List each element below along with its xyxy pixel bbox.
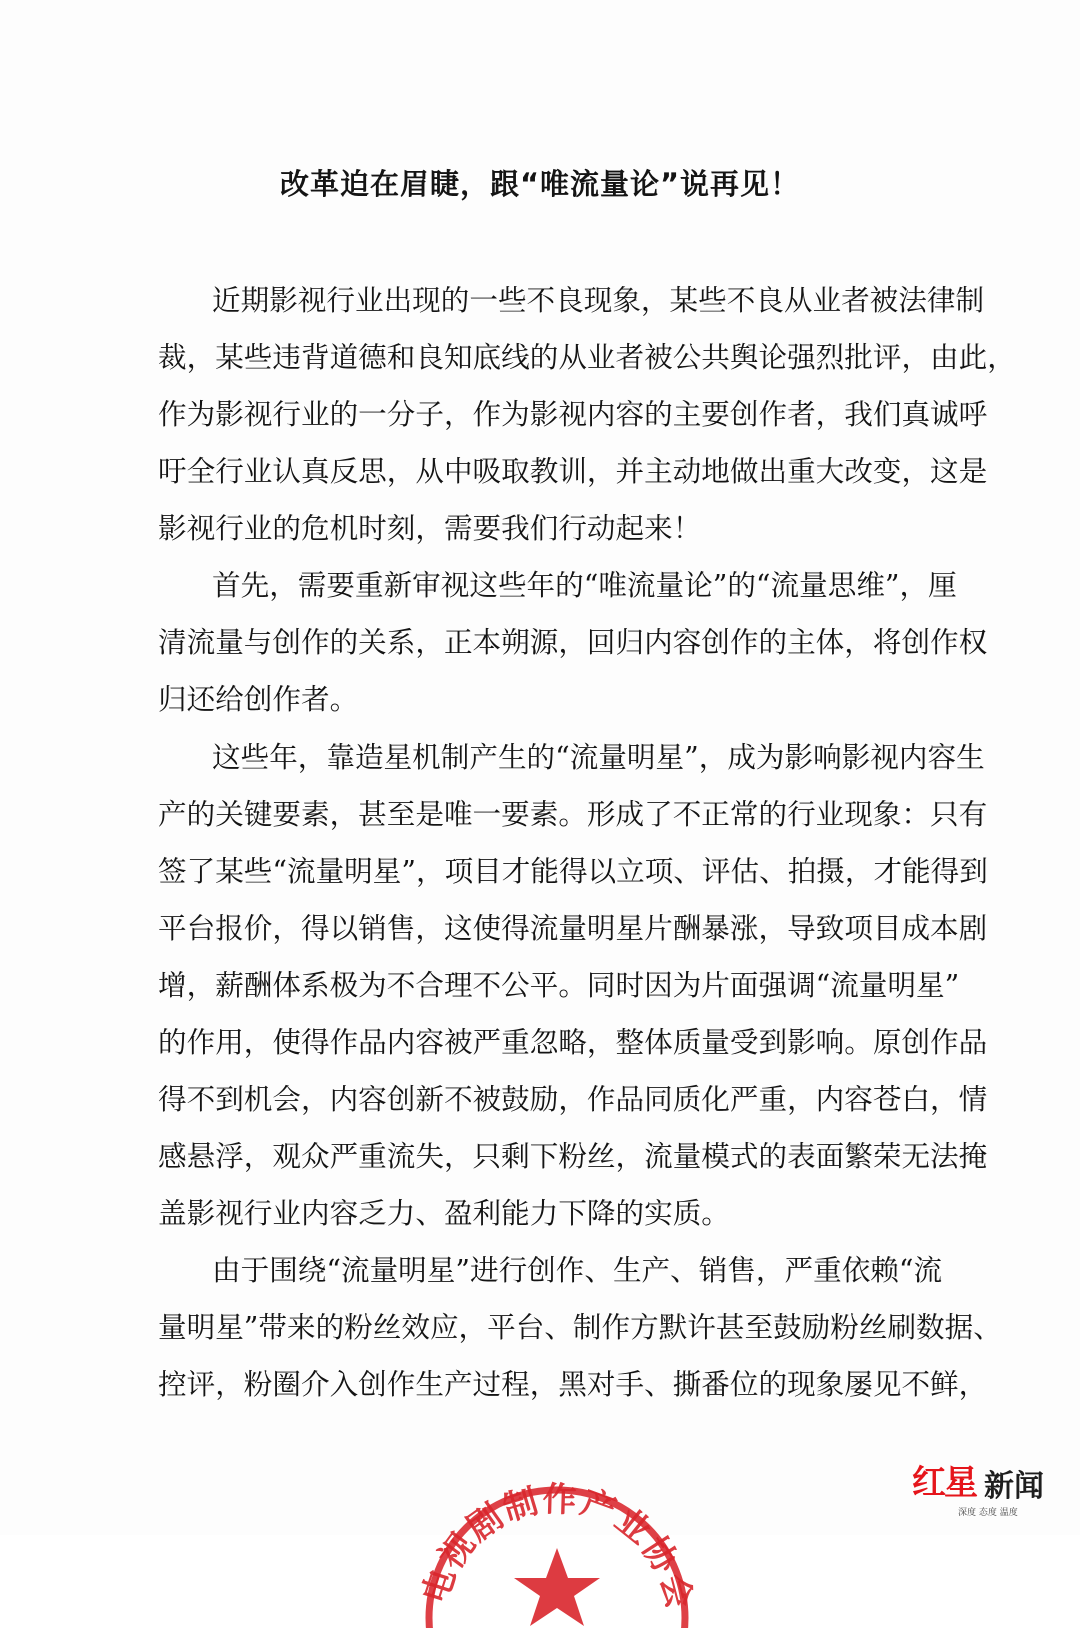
body-line: 作为影视行业的一分子，作为影视内容的主要创作者，我们真诚呼 [158, 397, 988, 431]
body-line: 首先，需要重新审视这些年的“唯流量论”的“流量思维”，厘 [212, 568, 957, 602]
body-line: 影视行业的危机时刻，需要我们行动起来！ [158, 511, 702, 545]
body-line: 控评，粉圈介入创作生产过程，黑对手、撕番位的现象屡见不鲜， [158, 1367, 988, 1401]
body-line: 平台报价，得以销售，这使得流量明星片酬暴涨，导致项目成本剧 [158, 911, 988, 945]
seal-text: 电视剧制作产业协会 [415, 1479, 700, 1615]
body-line: 感悬浮，观众严重流失，只剩下粉丝，流量模式的表面繁荣无法掩 [158, 1139, 988, 1173]
body-line: 量明星”带来的粉丝效应，平台、制作方默许甚至鼓励粉丝刷数据、 [158, 1310, 1002, 1344]
document-title: 改革迫在眉睫，跟“唯流量论”说再见！ [279, 167, 801, 201]
body-line: 得不到机会，内容创新不被鼓励，作品同质化严重，内容苍白，情 [158, 1082, 988, 1116]
body-line: 吁全行业认真反思，从中吸取教训，并主动地做出重大改变，这是 [158, 454, 988, 488]
watermark-brand-dark: 新闻 [984, 1469, 1044, 1504]
news-watermark [912, 1453, 1062, 1523]
body-line: 裁，某些违背道德和良知底线的从业者被公共舆论强烈批评，由此， [158, 340, 1016, 374]
body-line: 清流量与创作的关系，正本朔源，回归内容创作的主体，将创作权 [158, 625, 988, 659]
body-line: 近期影视行业出现的一些不良现象，某些不良从业者被法律制 [212, 283, 985, 317]
watermark-slogan: 深度 态度 温度 [958, 1508, 1018, 1518]
body-line: 这些年，靠造星机制产生的“流量明星”，成为影响影视内容生 [212, 740, 985, 774]
body-line: 增，薪酬体系极为不合理不公平。同时因为片面强调“流量明星” [158, 968, 960, 1002]
watermark-brand-red: 红星 [912, 1463, 976, 1503]
body-line: 盖影视行业内容乏力、盈利能力下降的实质。 [158, 1196, 730, 1230]
body-line: 的作用，使得作品内容被严重忽略，整体质量受到影响。原创作品 [158, 1025, 988, 1059]
body-line: 由于围绕“流量明星”进行创作、生产、销售，严重依赖“流 [212, 1253, 943, 1287]
body-line: 归还给创作者。 [158, 682, 359, 716]
body-line: 签了某些“流量明星”，项目才能得以立项、评估、拍摄，才能得到 [158, 854, 988, 888]
body-line: 产的关键要素，甚至是唯一要素。形成了不正常的行业现象：只有 [158, 797, 988, 831]
seal-icon [415, 1428, 700, 1628]
